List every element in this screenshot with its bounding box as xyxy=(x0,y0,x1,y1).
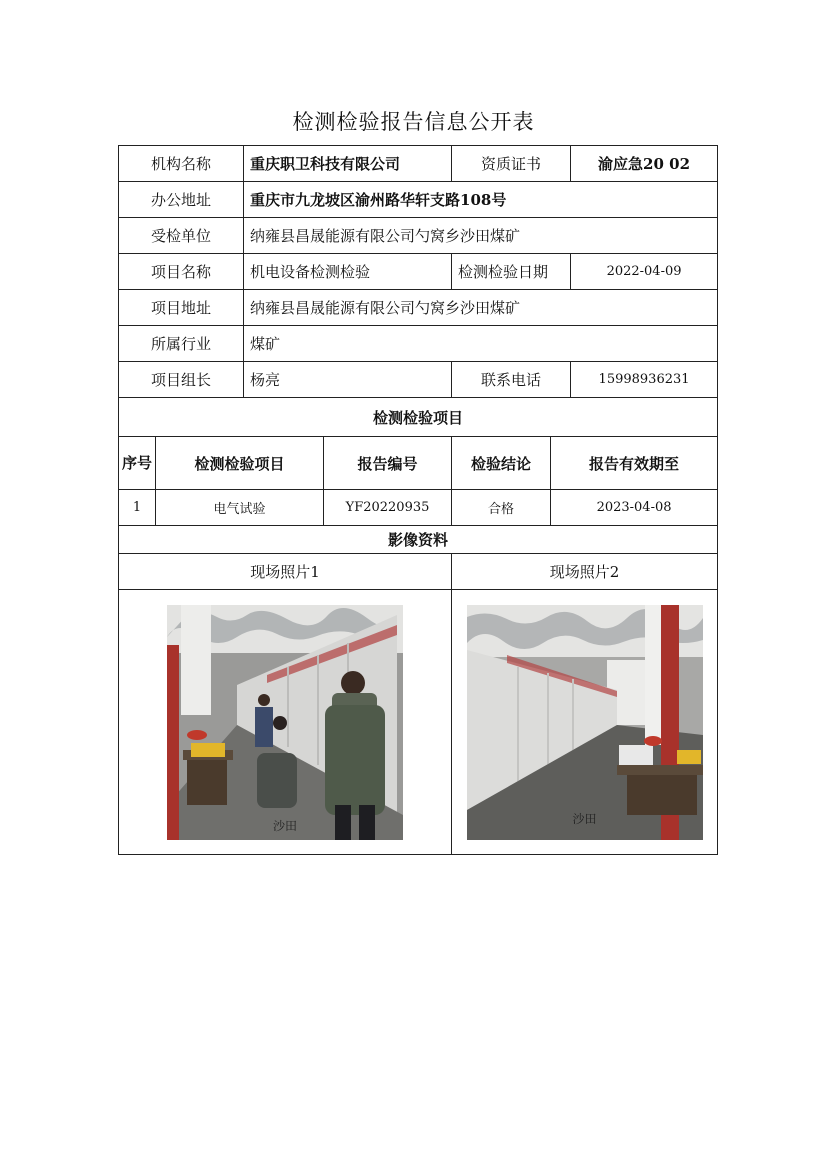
leader-label: 项目组长 xyxy=(119,362,244,398)
photo-row xyxy=(119,590,718,855)
industry-value: 煤矿 xyxy=(244,326,718,362)
header-conclusion: 检验结论 xyxy=(452,437,551,490)
address-label: 办公地址 xyxy=(119,182,244,218)
photo1-label: 现场照片1 xyxy=(119,554,452,590)
photo2-cell xyxy=(452,590,718,855)
page-title: 检测检验报告信息公开表 xyxy=(292,110,535,134)
header-item: 检测检验项目 xyxy=(156,437,324,490)
client-label: 受检单位 xyxy=(119,218,244,254)
row-industry xyxy=(119,326,718,362)
leader-value: 杨亮 xyxy=(244,362,452,398)
photo2-label: 现场照片2 xyxy=(452,554,718,590)
row-leader xyxy=(119,362,718,398)
address-value: 重庆市九龙坡区渝州路华轩支路108号 xyxy=(244,182,718,218)
project-address-value: 纳雍县昌晟能源有限公司勺窝乡沙田煤矿 xyxy=(244,290,718,326)
row-client xyxy=(119,218,718,254)
cert-label: 资质证书 xyxy=(452,146,571,182)
row-index: 1 xyxy=(119,490,156,526)
header-valid-until: 报告有效期至 xyxy=(551,437,718,490)
items-header-row xyxy=(119,437,718,490)
row-report-no: YF20220935 xyxy=(324,490,452,526)
site-photo-2 xyxy=(467,605,703,840)
header-index: 序号 xyxy=(119,437,156,490)
media-section-title-row xyxy=(119,526,718,554)
row-item: 电气试验 xyxy=(156,490,324,526)
date-value: 2022-04-09 xyxy=(571,254,718,290)
phone-label: 联系电话 xyxy=(452,362,571,398)
project-value: 机电设备检测检验 xyxy=(244,254,452,290)
table-row xyxy=(119,490,718,526)
site-photo-1 xyxy=(167,605,403,840)
client-value: 纳雍县昌晟能源有限公司勺窝乡沙田煤矿 xyxy=(244,218,718,254)
phone-value: 15998936231 xyxy=(571,362,718,398)
report-info-table xyxy=(118,145,718,855)
photo-label-row xyxy=(119,554,718,590)
industry-label: 所属行业 xyxy=(119,326,244,362)
org-label: 机构名称 xyxy=(119,146,244,182)
row-project xyxy=(119,254,718,290)
org-value: 重庆职卫科技有限公司 xyxy=(244,146,452,182)
row-conclusion: 合格 xyxy=(452,490,551,526)
row-project-address xyxy=(119,290,718,326)
media-section-title: 影像资料 xyxy=(119,526,718,554)
header-report-no: 报告编号 xyxy=(324,437,452,490)
row-address xyxy=(119,182,718,218)
photo2-watermark: 沙田 xyxy=(572,811,597,826)
photo1-cell xyxy=(119,590,452,855)
project-label: 项目名称 xyxy=(119,254,244,290)
row-org xyxy=(119,146,718,182)
cert-value: 渝应急20 02 xyxy=(571,146,718,182)
photo1-watermark: 沙田 xyxy=(273,818,298,833)
project-address-label: 项目地址 xyxy=(119,290,244,326)
items-section-title-row xyxy=(119,398,718,437)
row-valid-until: 2023-04-08 xyxy=(551,490,718,526)
items-section-title: 检测检验项目 xyxy=(119,398,718,437)
date-label: 检测检验日期 xyxy=(452,254,571,290)
